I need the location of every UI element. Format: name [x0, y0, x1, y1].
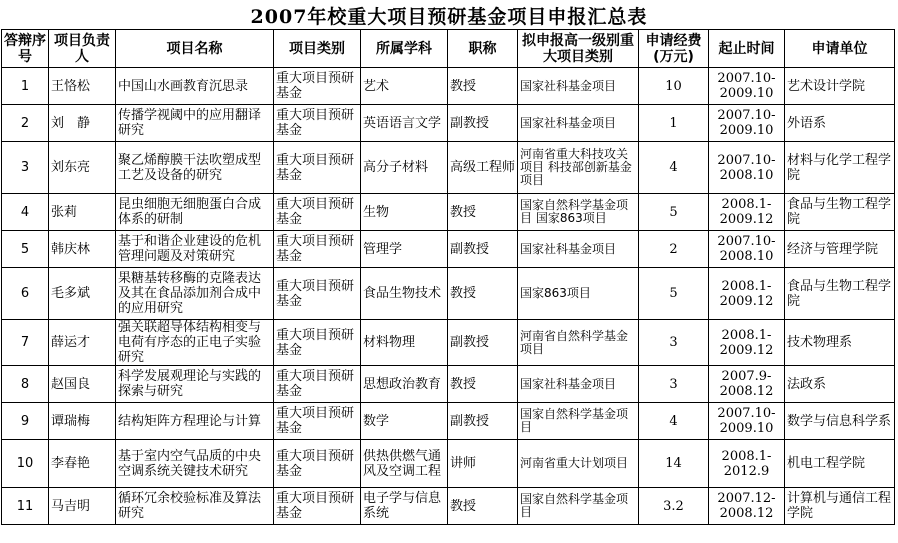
cell-discipline: 电子学与信息系统 [361, 488, 448, 525]
cell-unit: 材料与化学工程学院 [785, 142, 895, 194]
cell-discipline: 思想政治教育 [361, 366, 448, 403]
cell-funds: 5 [639, 268, 709, 320]
cell-period: 2007.10-2009.10 [709, 105, 785, 142]
cell-title: 副教授 [448, 320, 518, 366]
cell-no: 8 [2, 366, 49, 403]
table-row [2, 68, 895, 105]
cell-name: 基于和谐企业建设的危机管理问题及对策研究 [116, 231, 274, 268]
header-category: 项目类别 [274, 30, 361, 68]
table-row [2, 194, 895, 231]
cell-leader: 赵国良 [49, 366, 116, 403]
cell-unit: 法政系 [785, 366, 895, 403]
cell-category: 重大项目预研基金 [274, 440, 361, 488]
cell-discipline: 材料物理 [361, 320, 448, 366]
cell-period: 2007.10-2008.10 [709, 231, 785, 268]
cell-no: 2 [2, 105, 49, 142]
cell-no: 5 [2, 231, 49, 268]
header-title: 职称 [448, 30, 518, 68]
cell-title: 副教授 [448, 105, 518, 142]
cell-leader: 马吉明 [49, 488, 116, 525]
header-funds: 申请经费(万元) [639, 30, 709, 68]
cell-category: 重大项目预研基金 [274, 194, 361, 231]
cell-unit: 经济与管理学院 [785, 231, 895, 268]
cell-leader: 谭瑞梅 [49, 403, 116, 440]
cell-discipline: 管理学 [361, 231, 448, 268]
cell-discipline: 高分子材料 [361, 142, 448, 194]
cell-target: 国家社科基金项目 [518, 231, 639, 268]
header-period: 起止时间 [709, 30, 785, 68]
cell-target: 国家863项目 [518, 268, 639, 320]
cell-title: 教授 [448, 268, 518, 320]
cell-period: 2007.12-2008.12 [709, 488, 785, 525]
cell-funds: 3 [639, 320, 709, 366]
cell-period: 2007.9-2008.12 [709, 366, 785, 403]
cell-funds: 1 [639, 105, 709, 142]
cell-funds: 14 [639, 440, 709, 488]
cell-category: 重大项目预研基金 [274, 105, 361, 142]
cell-category: 重大项目预研基金 [274, 268, 361, 320]
cell-title: 教授 [448, 366, 518, 403]
cell-unit: 机电工程学院 [785, 440, 895, 488]
cell-unit: 食品与生物工程学院 [785, 268, 895, 320]
cell-title: 教授 [448, 488, 518, 525]
cell-name: 强关联超导体结构相变与电荷有序态的正电子实验研究 [116, 320, 274, 366]
cell-no: 9 [2, 403, 49, 440]
cell-period: 2007.10-2009.10 [709, 403, 785, 440]
cell-unit: 数学与信息科学系 [785, 403, 895, 440]
cell-period: 2008.1-2009.12 [709, 268, 785, 320]
table-row [2, 268, 895, 320]
cell-title: 讲师 [448, 440, 518, 488]
cell-name: 聚乙烯醇膜干法吹塑成型工艺及设备的研究 [116, 142, 274, 194]
cell-funds: 3 [639, 366, 709, 403]
cell-category: 重大项目预研基金 [274, 231, 361, 268]
cell-category: 重大项目预研基金 [274, 403, 361, 440]
cell-name: 结构矩阵方程理论与计算 [116, 403, 274, 440]
cell-unit: 计算机与通信工程学院 [785, 488, 895, 525]
cell-title: 副教授 [448, 231, 518, 268]
cell-funds: 10 [639, 68, 709, 105]
cell-category: 重大项目预研基金 [274, 488, 361, 525]
cell-leader: 李春艳 [49, 440, 116, 488]
cell-discipline: 生物 [361, 194, 448, 231]
cell-category: 重大项目预研基金 [274, 142, 361, 194]
cell-unit: 食品与生物工程学院 [785, 194, 895, 231]
table-row [2, 366, 895, 403]
cell-no: 1 [2, 68, 49, 105]
cell-target: 国家自然科学基金项目 [518, 488, 639, 525]
cell-name: 科学发展观理论与实践的探索与研究 [116, 366, 274, 403]
table-row [2, 320, 895, 366]
cell-category: 重大项目预研基金 [274, 320, 361, 366]
cell-target: 国家社科基金项目 [518, 105, 639, 142]
cell-target: 国家自然科学基金项目 国家863项目 [518, 194, 639, 231]
header-name: 项目名称 [116, 30, 274, 68]
cell-target: 河南省自然科学基金项目 [518, 320, 639, 366]
cell-discipline: 食品生物技术 [361, 268, 448, 320]
cell-target: 国家社科基金项目 [518, 68, 639, 105]
cell-discipline: 英语语言文学 [361, 105, 448, 142]
cell-target: 国家自然科学基金项目 [518, 403, 639, 440]
cell-name: 传播学视阈中的应用翻译研究 [116, 105, 274, 142]
cell-unit: 外语系 [785, 105, 895, 142]
cell-target: 河南省重大计划项目 [518, 440, 639, 488]
table-title: 2007年校重大项目预研基金项目申报汇总表 [250, 6, 648, 28]
cell-unit: 艺术设计学院 [785, 68, 895, 105]
cell-period: 2007.10-2009.10 [709, 68, 785, 105]
cell-title: 高级工程师 [448, 142, 518, 194]
cell-category: 重大项目预研基金 [274, 366, 361, 403]
header-no: 答辩序号 [2, 30, 49, 68]
cell-no: 3 [2, 142, 49, 194]
cell-leader: 毛多斌 [49, 268, 116, 320]
cell-target: 国家社科基金项目 [518, 366, 639, 403]
cell-period: 2007.10-2008.10 [709, 142, 785, 194]
table-row [2, 403, 895, 440]
cell-name: 循环冗余校验标准及算法研究 [116, 488, 274, 525]
header-row [2, 30, 895, 68]
cell-title: 教授 [448, 68, 518, 105]
cell-leader: 韩庆林 [49, 231, 116, 268]
cell-leader: 薛运才 [49, 320, 116, 366]
cell-funds: 2 [639, 231, 709, 268]
cell-leader: 刘 静 [49, 105, 116, 142]
cell-discipline: 供热供燃气通风及空调工程 [361, 440, 448, 488]
cell-leader: 张莉 [49, 194, 116, 231]
cell-period: 2008.1-2012.9 [709, 440, 785, 488]
cell-leader: 刘东亮 [49, 142, 116, 194]
cell-funds: 4 [639, 403, 709, 440]
header-leader: 项目负责人 [49, 30, 116, 68]
cell-leader: 王恪松 [49, 68, 116, 105]
table-row [2, 488, 895, 525]
cell-target: 河南省重大科技攻关项目 科技部创新基金项目 [518, 142, 639, 194]
cell-period: 2008.1-2009.12 [709, 320, 785, 366]
cell-discipline: 数学 [361, 403, 448, 440]
cell-funds: 5 [639, 194, 709, 231]
table-row [2, 231, 895, 268]
cell-funds: 4 [639, 142, 709, 194]
header-discipline: 所属学科 [361, 30, 448, 68]
cell-title: 副教授 [448, 403, 518, 440]
cell-no: 7 [2, 320, 49, 366]
summary-table [1, 29, 895, 525]
table-row [2, 440, 895, 488]
cell-no: 11 [2, 488, 49, 525]
cell-no: 4 [2, 194, 49, 231]
cell-name: 昆虫细胞无细胞蛋白合成体系的研制 [116, 194, 274, 231]
cell-title: 教授 [448, 194, 518, 231]
table-row [2, 142, 895, 194]
cell-funds: 3.2 [639, 488, 709, 525]
cell-no: 6 [2, 268, 49, 320]
cell-category: 重大项目预研基金 [274, 68, 361, 105]
cell-unit: 技术物理系 [785, 320, 895, 366]
cell-name: 基于室内空气品质的中央空调系统关键技术研究 [116, 440, 274, 488]
header-target: 拟申报高一级别重大项目类别 [518, 30, 639, 68]
cell-discipline: 艺术 [361, 68, 448, 105]
cell-name: 中国山水画教育沉思录 [116, 68, 274, 105]
cell-period: 2008.1-2009.12 [709, 194, 785, 231]
header-unit: 申请单位 [785, 30, 895, 68]
cell-no: 10 [2, 440, 49, 488]
table-row [2, 105, 895, 142]
cell-name: 果糖基转移酶的克隆表达及其在食品添加剂合成中的应用研究 [116, 268, 274, 320]
